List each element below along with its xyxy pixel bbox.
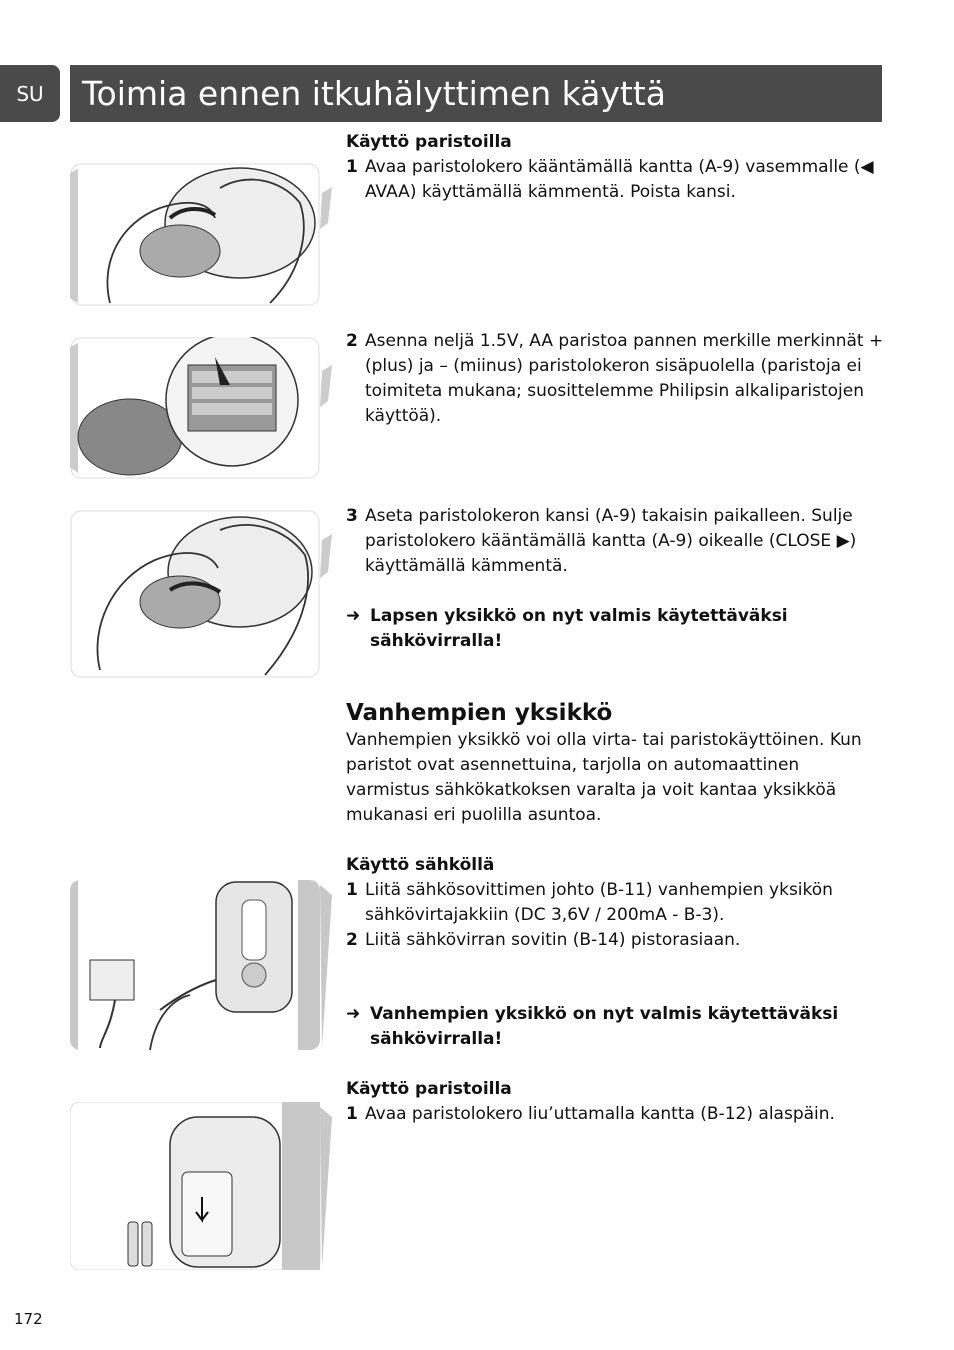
step-number: 1 — [346, 880, 358, 900]
parent-unit-section — [346, 698, 886, 828]
figure-insert-batteries — [70, 337, 332, 479]
step-text: Aseta paristolokeron kansi (A-9) takaisin paikalleen. Sulje paristolokero kääntämällä kantta (A-9) oikealle (CLOSE ▶) käyttämällä kämmentä. — [365, 506, 857, 576]
result-text: Lapsen yksikkö on nyt valmis käytettäväksi sähkövirralla! — [370, 606, 788, 651]
step-text: Liitä sähkösovittimen johto (B-11) vanhempien yksikön sähkövirtajakkiin (DC 3,6V / 200mA - B-3). — [365, 880, 833, 925]
result-text: Vanhempien yksikkö on nyt valmis käytettäväksi sähkövirralla! — [370, 1004, 839, 1049]
step-number: 3 — [346, 506, 358, 526]
step-number: 1 — [346, 1104, 358, 1124]
arrow-icon: ➜ — [346, 606, 361, 626]
list-item — [346, 928, 886, 953]
page-title: Toimia ennen itkuhälyttimen käyttä — [82, 74, 667, 113]
parent-battery-section — [346, 1077, 886, 1127]
step-text: Liitä sähkövirran sovitin (B-14) pistorasiaan. — [365, 930, 741, 950]
list-item — [346, 878, 886, 928]
title-bar — [70, 65, 882, 122]
result-note — [346, 1002, 886, 1052]
figure-slide-cover — [70, 1102, 332, 1270]
battery-section — [346, 130, 886, 205]
list-item — [346, 1102, 886, 1127]
battery-step-2 — [346, 329, 886, 429]
arrow-icon: ➜ — [346, 1004, 361, 1024]
step-number: 2 — [346, 930, 358, 950]
step-text: Avaa paristolokero liu’uttamalla kantta (B-12) alaspäin. — [365, 1104, 835, 1124]
battery-step-3 — [346, 504, 886, 654]
figure-power-adapter — [70, 880, 332, 1050]
list-item — [346, 329, 886, 429]
power-result — [346, 1002, 886, 1052]
step-text: Asenna neljä 1.5V, AA paristoa pannen merkille merkinnät + (plus) ja – (miinus) paristolokeron sisäpuolella (paristoja ei toimiteta mukana; suosittelemme Philipsin alkaliparistojen käyttöä). — [365, 331, 884, 426]
list-item — [346, 155, 886, 205]
language-tab: SU — [0, 65, 60, 122]
intro-paragraph: Vanhempien yksikkö voi olla virta- tai paristokäyttöinen. Kun paristot ovat asennettuina, tarjolla on automaattinen varmistus sähkökatkoksen varalta ja voit kantaa yksikköä mukanasi eri puolilla asuntoa. — [346, 730, 862, 825]
step-number: 2 — [346, 331, 358, 351]
section-heading: Vanhempien yksikkö — [346, 700, 613, 726]
power-section — [346, 853, 886, 953]
power-heading: Käyttö sähköllä — [346, 855, 495, 875]
page-number: 172 — [14, 1310, 43, 1328]
figure-close-cover — [70, 510, 332, 678]
result-note — [346, 604, 886, 654]
list-item — [346, 504, 886, 579]
battery-heading: Käyttö paristoilla — [346, 132, 512, 152]
step-text: Avaa paristolokero kääntämällä kantta (A-9) vasemmalle (◀ AVAA) käyttämällä kämmentä. Poista kansi. — [365, 157, 874, 202]
step-number: 1 — [346, 157, 358, 177]
figure-open-cover — [70, 163, 332, 306]
battery-heading: Käyttö paristoilla — [346, 1079, 512, 1099]
